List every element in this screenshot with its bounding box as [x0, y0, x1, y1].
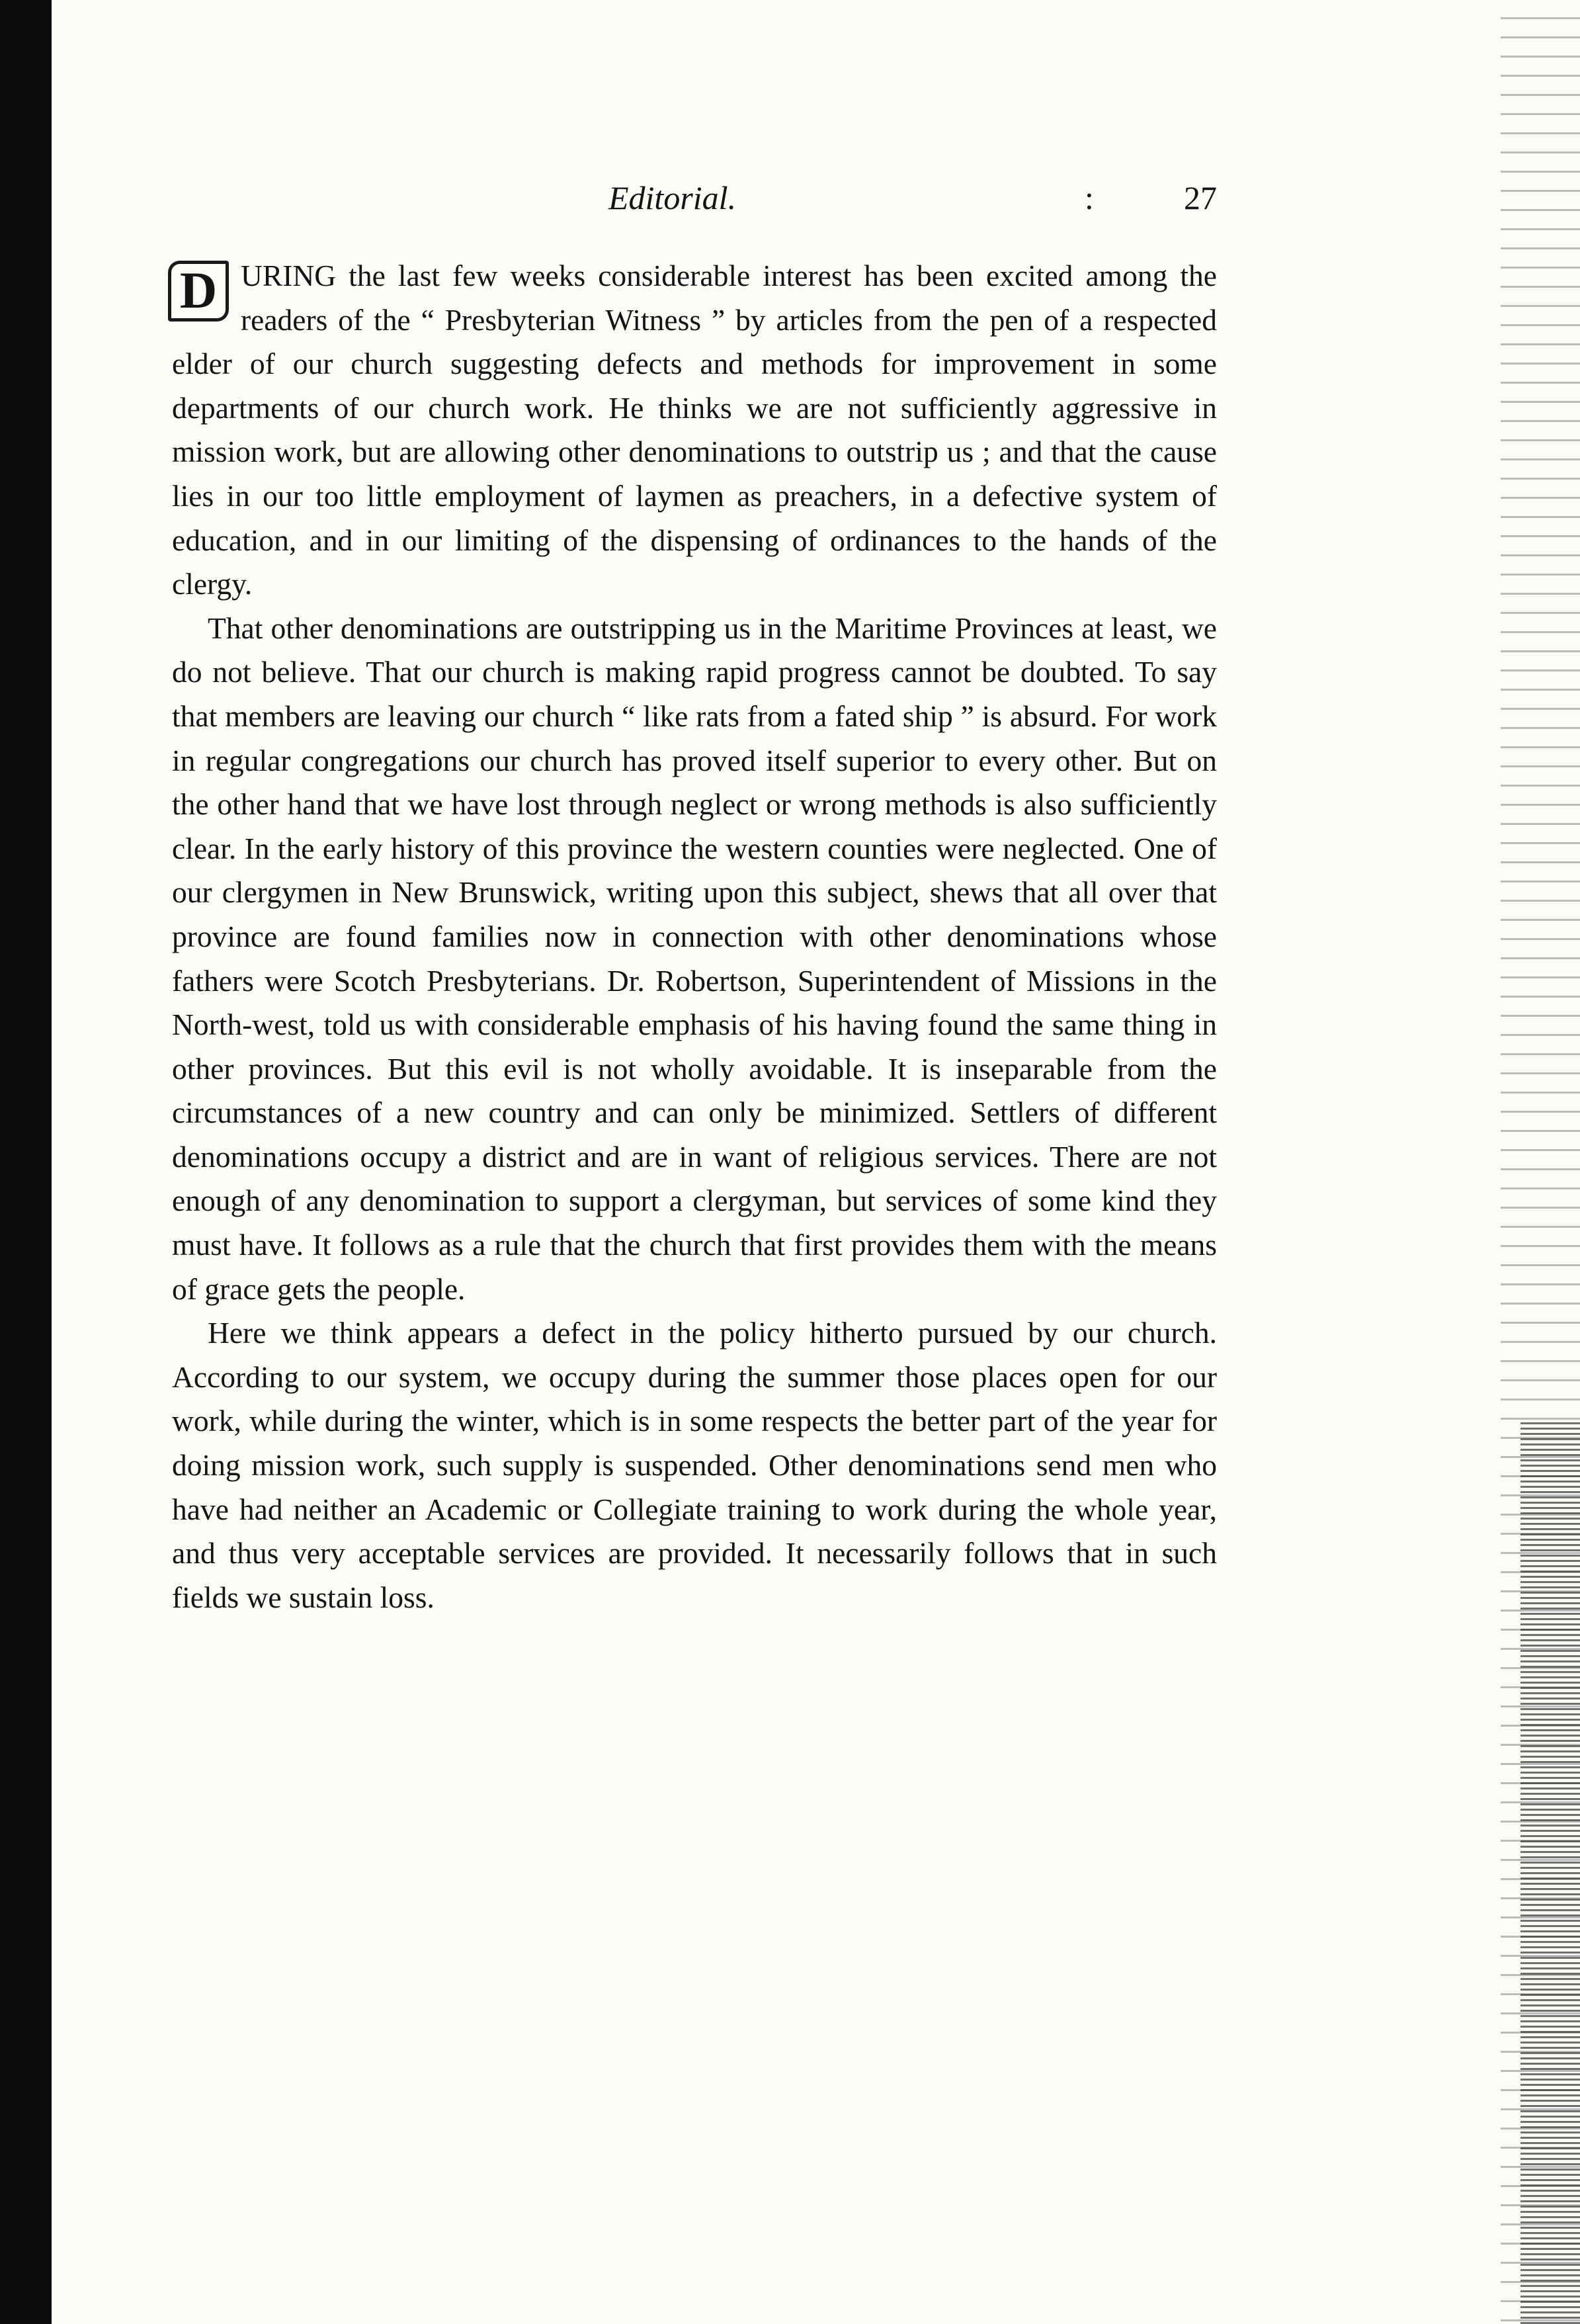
paragraph-2: That other denominations are outstripping us in the Maritime Provinces at least, we do not believe. That our church is making rapid progress cannot be doubted. To say that members are leaving our church “ like rats from a fated ship ” is absurd. For work in regular congregations our church has proved itself superior to every other. But on the other hand that we have lost through neglect or wrong methods is also sufficiently clear. In the early history of this province the western counties were neglected. One of our clergymen in New Brunswick, writing upon this subject, shews that all over that province are found families now in connection with other denominations whose fathers were Scotch Presbyterians. Dr. Robertson, Superintendent of Missions in the North-west, told us with considerable emphasis of his having found the same thing in other provinces. But this evil is not wholly avoidable. It is inseparable from the circumstances of a new country and can only be minimized. Settlers of different denominations occupy a district and are in want of religious services. There are not enough of any denomination to support a clergyman, but services of some kind they must have. It follows as a rule that the church that first provides them with the means of grace gets the people. — [172, 611, 1217, 1306]
running-header — [172, 179, 1217, 225]
article-body — [172, 254, 1217, 1619]
page — [172, 179, 1217, 1619]
header-separator: : — [1085, 179, 1094, 216]
paragraph-3: Here we think appears a defect in the policy hitherto pursued by our church. According to our system, we occupy during the summer those places open for our work, while during the winter, which is in some respects the better part of the year for doing mission work, such supply is suspended. Other denominations send men who have had neither an Academic or Collegiate training to work during the whole year, and thus very acceptable services are provided. It necessarily follows that in such fields we sustain loss. — [172, 1316, 1217, 1614]
paragraph-1 — [172, 254, 1217, 607]
scan-page-edge-dense — [1520, 1422, 1580, 2324]
running-title: Editorial. — [608, 179, 737, 216]
drop-cap: D — [168, 261, 229, 322]
scan-binding-edge — [0, 0, 52, 2324]
page-number: 27 — [1184, 179, 1217, 216]
paragraph-1-text: URING the last few weeks considerable interest has been excited among the readers of the “ Presbyterian Witness ” by articles from the pen of a respected elder of our church suggesting defects and methods for improvement in some departments of our church work. He thinks we are not sufficiently aggressive in mission work, but are allowing other denominations to outstrip us ; and that the cause lies in our too little employment of laymen as preachers, in a defective system of education, and in our limiting of the dispensing of ordinances to the hands of the clergy. — [172, 259, 1217, 601]
